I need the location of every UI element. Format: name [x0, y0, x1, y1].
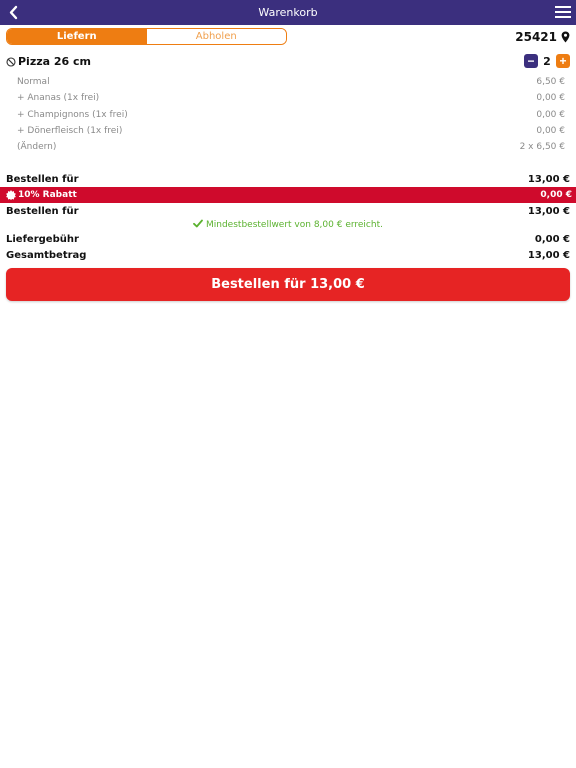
delivery-fee-row	[6, 234, 570, 245]
detail-label: + Dönerfleisch (1x frei)	[17, 125, 123, 136]
decrease-quantity-button[interactable]: −	[524, 54, 538, 68]
zip-code: 25421	[515, 30, 557, 44]
location-zip[interactable]	[515, 29, 570, 45]
detail-price: 0,00 €	[536, 109, 565, 120]
hamburger-menu-icon[interactable]	[555, 5, 571, 19]
checkmark-icon	[193, 219, 203, 228]
place-order-button[interactable]: Bestellen für 13,00 €	[6, 268, 570, 301]
detail-price: 2 x 6,50 €	[519, 142, 565, 153]
detail-line	[17, 74, 565, 90]
subtotal-row	[6, 174, 570, 185]
discount-row	[0, 187, 576, 203]
subtotal-value: 13,00 €	[527, 174, 570, 185]
detail-line	[17, 123, 565, 139]
delivery-mode-toggle	[6, 28, 287, 45]
edit-item-line[interactable]	[17, 139, 565, 155]
detail-label: Normal	[17, 77, 50, 87]
detail-price: 0,00 €	[536, 125, 565, 136]
grand-total-value: 13,00 €	[527, 250, 570, 261]
discount-label: 10% Rabatt	[18, 190, 77, 200]
detail-label: + Ananas (1x frei)	[17, 93, 100, 104]
item-details	[17, 74, 565, 155]
location-pin-icon	[561, 31, 570, 43]
tab-pickup[interactable]: Abholen	[147, 29, 287, 44]
min-order-text: Mindestbestellwert von 8,00 € erreicht.	[206, 220, 383, 230]
edit-item-link[interactable]: (Ändern)	[17, 142, 57, 153]
order-total-label: Bestellen für	[6, 206, 79, 217]
detail-line	[17, 107, 565, 123]
subtotal-label: Bestellen für	[6, 174, 79, 185]
quantity-stepper	[524, 54, 570, 68]
cart-item	[6, 54, 570, 70]
item-name: Pizza 26 cm	[18, 55, 92, 68]
grand-total-row	[6, 250, 570, 261]
delivery-fee-label: Liefergebühr	[6, 234, 79, 245]
order-total-value: 13,00 €	[527, 206, 570, 217]
delivery-fee-value: 0,00 €	[534, 234, 570, 245]
min-order-message	[0, 219, 576, 230]
tab-deliver[interactable]: Liefern	[7, 29, 147, 44]
page-title: Warenkorb	[258, 6, 318, 19]
order-total-row	[6, 206, 570, 217]
grand-total-label: Gesamtbetrag	[6, 250, 87, 261]
discount-value: 0,00 €	[540, 190, 572, 200]
detail-label: + Champignons (1x frei)	[17, 109, 128, 120]
item-quantity: 2	[543, 54, 551, 68]
detail-line	[17, 90, 565, 106]
detail-price: 6,50 €	[536, 77, 565, 87]
detail-price: 0,00 €	[536, 93, 565, 104]
top-bar	[0, 0, 576, 25]
discount-badge-icon	[6, 190, 16, 200]
no-discount-icon	[6, 57, 16, 67]
increase-quantity-button[interactable]: +	[556, 54, 570, 68]
